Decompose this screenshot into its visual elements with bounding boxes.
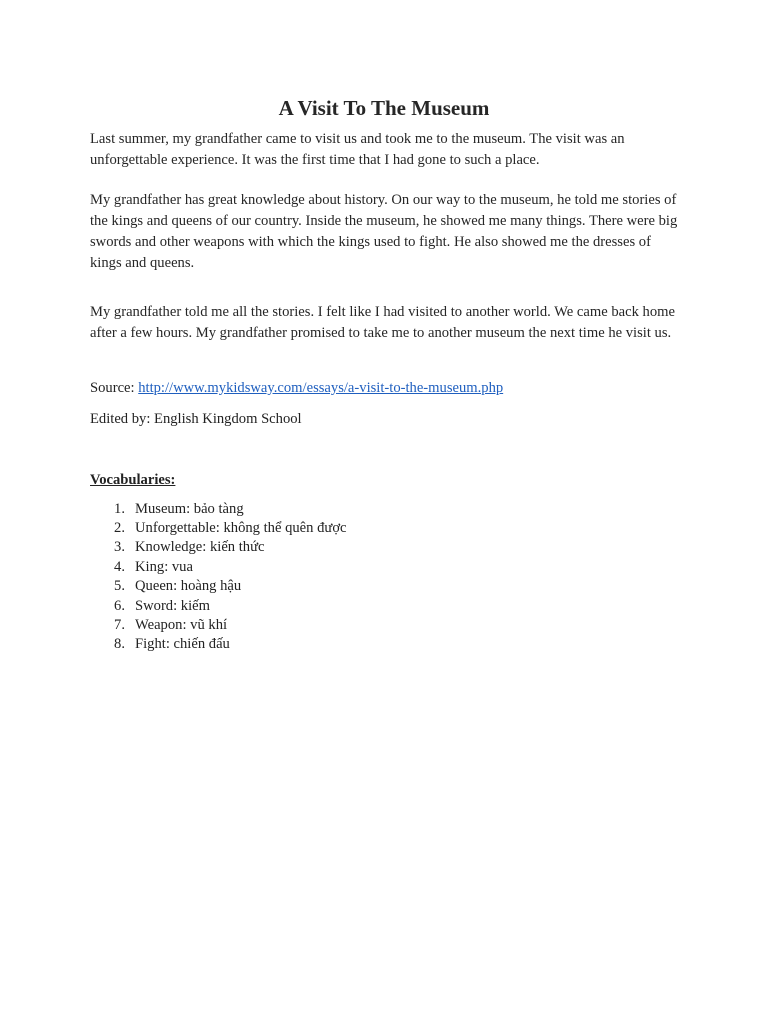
vocab-text: Museum: bảo tàng (135, 500, 244, 517)
list-item (90, 635, 678, 654)
list-item (90, 500, 678, 519)
list-number: 5. (114, 578, 125, 595)
paragraph-2: My grandfather has great knowledge about history. On our way to the museum, he told me stories of the kings and queens of our country. Inside the museum, he showed me many things. There were big swords and other weapons with which the kings used to fight. He also showed me the dresses of kings and queens. (90, 192, 678, 271)
list-number: 7. (114, 617, 125, 634)
vocabulary-list (90, 500, 678, 655)
list-number: 8. (114, 636, 125, 653)
vocab-text: King: vua (135, 558, 193, 575)
vocab-text: Queen: hoàng hậu (135, 578, 242, 595)
source-label: Source: (90, 379, 139, 396)
source-link[interactable]: http://www.mykidsway.com/essays/a-visit-to-the-museum.php (138, 379, 504, 396)
list-item (90, 597, 678, 616)
document-title: A Visit To The Museum (278, 96, 490, 120)
vocab-text: Sword: kiếm (135, 597, 210, 614)
source-line (90, 378, 678, 398)
list-item (90, 558, 678, 577)
vocabularies-heading: Vocabularies: (90, 471, 176, 488)
list-item (90, 538, 678, 557)
list-number: 6. (114, 597, 125, 614)
vocab-text: Fight: chiến đấu (135, 636, 230, 653)
list-item (90, 616, 678, 635)
list-number: 4. (114, 558, 125, 575)
list-number: 3. (114, 539, 125, 556)
vocab-text: Weapon: vũ khí (135, 617, 228, 634)
list-number: 1. (114, 500, 125, 517)
vocab-text: Knowledge: kiến thức (135, 539, 265, 556)
list-item (90, 519, 678, 538)
list-item (90, 577, 678, 596)
paragraph-1: Last summer, my grandfather came to visit us and took me to the museum. The visit was an unforgettable experience. It was the first time that I had gone to such a place. (90, 131, 625, 168)
vocab-text: Unforgettable: không thể quên được (135, 520, 347, 537)
list-number: 2. (114, 520, 125, 537)
edited-by: Edited by: English Kingdom School (90, 410, 302, 427)
paragraph-3: My grandfather told me all the stories. I felt like I had visited to another world. We came back home after a few hours. My grandfather promised to take me to another museum the next time he visit us. (90, 304, 675, 341)
